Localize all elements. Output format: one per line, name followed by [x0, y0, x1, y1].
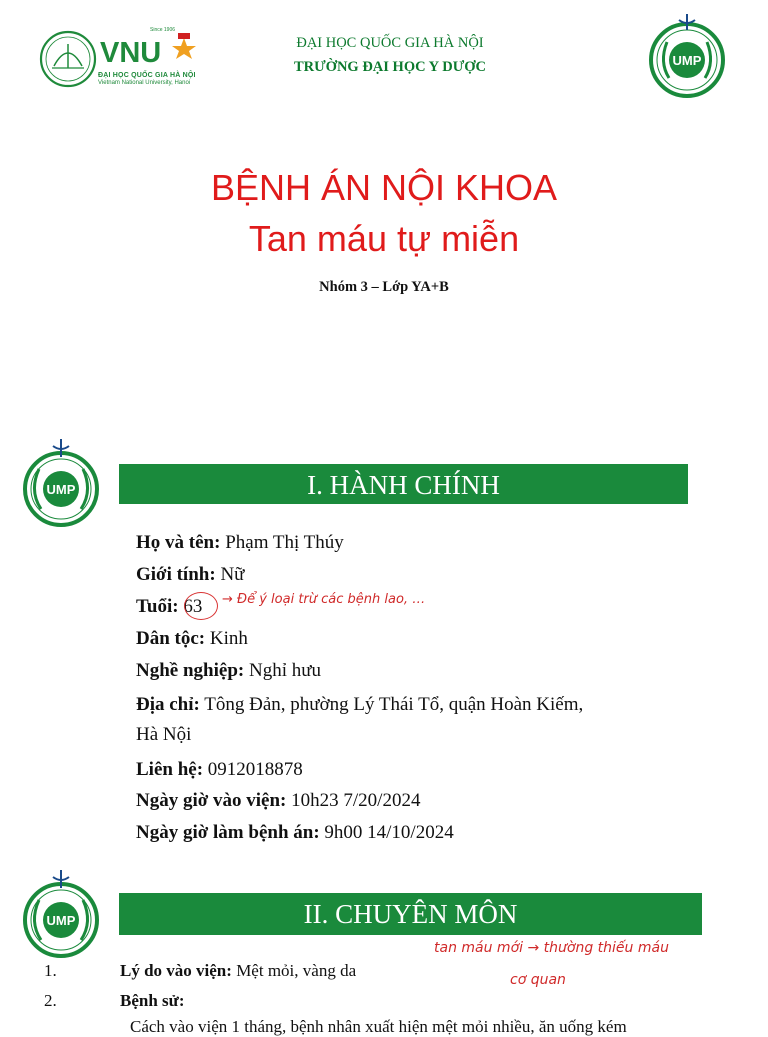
field-full-name: Họ và tên: Phạm Thị Thúy [136, 532, 344, 553]
ump-logo-section2 [17, 868, 105, 968]
vnu-caption-line2: Vietnam National University, Hanoi [98, 80, 191, 86]
field-record-datetime: Ngày giờ làm bệnh án: 9h00 14/10/2024 [136, 822, 454, 843]
field-ethnicity: Dân tộc: Kinh [136, 628, 248, 649]
section-heading-administrative: I. HÀNH CHÍNH [119, 464, 688, 504]
field-contact: Liên hệ: 0912018878 [136, 759, 303, 780]
history-text-partial: Cách vào viện 1 tháng, bệnh nhân xuất hiện mệt mỏi nhiều, ăn uống kém [130, 1017, 627, 1036]
ump-logo-section1 [17, 437, 105, 537]
field-occupation: Nghề nghiệp: Nghỉ hưu [136, 660, 322, 681]
list-item-number: 2. [44, 991, 57, 1010]
institution-line1: ĐẠI HỌC QUỐC GIA HÀ NỘI [296, 35, 484, 51]
list-item-reason: Lý do vào viện: Mệt mỏi, vàng da [120, 961, 357, 980]
svg-text:UMP: UMP [672, 53, 702, 68]
ump-logo [643, 12, 731, 105]
age-annotation-circle [184, 592, 218, 620]
institution-line2: TRƯỜNG ĐẠI HỌC Y DƯỢC [294, 59, 486, 75]
field-admission-datetime: Ngày giờ vào viện: 10h23 7/20/2024 [136, 790, 421, 811]
svg-text:VNU: VNU [100, 37, 162, 69]
document-title: BỆNH ÁN NỘI KHOA [210, 167, 558, 208]
list-item-number: 1. [44, 961, 57, 980]
field-gender: Giới tính: Nữ [136, 564, 245, 585]
field-age: Tuổi: 63 [136, 596, 203, 617]
group-class-label: Nhóm 3 – Lớp YA+B [319, 279, 449, 295]
field-address-continued: Hà Nội [136, 724, 192, 745]
svg-text:UMP: UMP [46, 482, 76, 497]
vnu-caption [98, 72, 228, 86]
document-subject: Tan máu tự miễn [248, 218, 520, 259]
clinical-annotation-line1: tan máu mới → thường thiếu máu [434, 940, 669, 956]
clinical-annotation-line2: cơ quan [510, 972, 566, 988]
vnu-caption-line1: ĐẠI HỌC QUỐC GIA HÀ NỘI [98, 72, 196, 79]
field-address: Địa chỉ: Tông Đản, phường Lý Thái Tổ, quận Hoàn Kiếm, [136, 694, 584, 715]
list-item-history: Bệnh sử: [120, 991, 185, 1010]
age-annotation-note: → Để ý loại trừ các bệnh lao, … [222, 592, 426, 607]
vnu-since-text: Since 1906 [150, 27, 176, 33]
section-heading-clinical: II. CHUYÊN MÔN [119, 893, 702, 935]
svg-text:UMP: UMP [46, 913, 76, 928]
